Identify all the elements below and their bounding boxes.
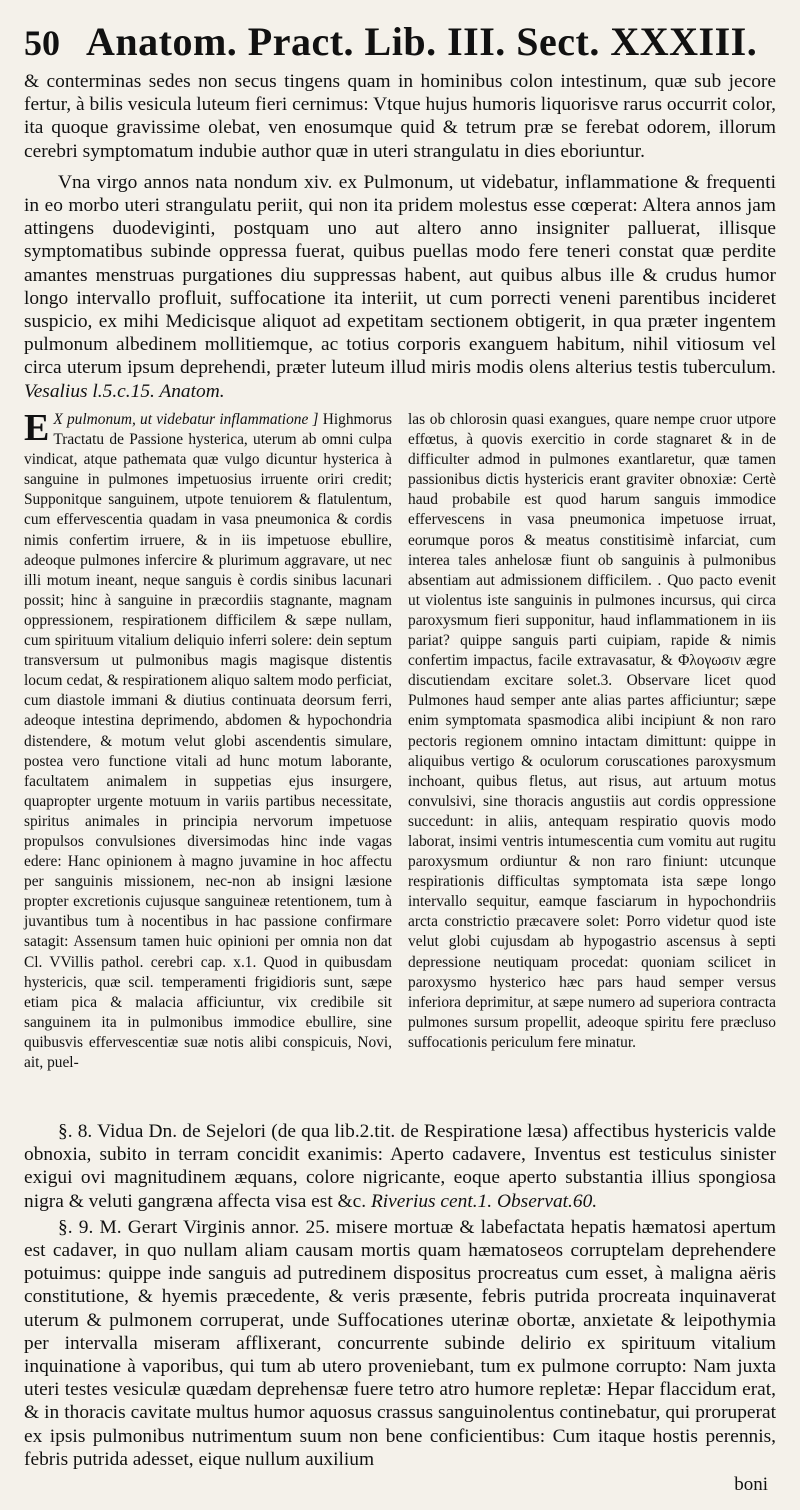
section-8 xyxy=(24,1120,776,1213)
main-text xyxy=(24,70,776,402)
commentary-right-text: las ob chlorosin quasi exangues, quare nempe cruor utpore effœtus, à quovis exercitio in corde stagnaret & in de difficulter admod in pulmones exantlaretur, quæ tamen passionibus dictis hystericis erant graviter obnoxiæ: Certè haud probabile est quod harum sanguis immodice effervescens in vasa pneumonica impetuose irruat, eorumque poros & meatus constitisimè infarciat, cum interea tales anhelosæ fiunt ob sanguinis à pulmonibus absentiam aut admissionem difficilem. . Quo pacto evenit ut violentus iste sanguinis in pulmones incursus, qui circa paroxysmum fieri supponitur, haud inflammationem in iis pariat? quippe sanguis parti cuipiam, rapide & nimis confertim impactus, facile extravasatur, & Φλογωσιν ægre discutiendam excitare solet.3. Observare licet quod Pulmones haud semper ante alias partes afficiuntur; sæpe enim symptomata spasmodica alibi incipiunt & non raro pectoris regionem omnino intactam dimittunt: quippe in aliquibus vertigo & oculorum coruscationes paroxysmum inchoant, quibus fletus, aut risus, aut artuum motus convulsivi, sine thoracis angustiis aut cordis oppressione succedunt: in aliis, antequam respiratio quovis modo laborat, insimi ventris intumescentia cum vomitu aut rugitu paroxysmum ordiuntur & non raro finiunt: utcunque respirationis difficultas symptomata ista sæpe longo intervallo sequitur, eamque fasciarum in hypochondriis arcta constrictio præcavere solet: Porro videtur quod iste velut globi cujusdam ab hypogastrio ascensus à septi depressione neutiquam procedat: quoniam scilicet in paroxysmo hysterico hæc pars haud semper versus inferiora deprimitur, at sæpe numero ad superiora contracta pulmones sursum propellit, adeoque spiritu fere præcluso suffocationis periculum fere minatur. xyxy=(408,411,776,1051)
commentary-left-column xyxy=(24,407,392,1110)
commentary-note xyxy=(24,407,776,1110)
section-8-text: §. 8. Vidua Dn. de Sejelori (de qua lib.2.tit. de Respiratione læsa) affectibus hystericis valde obnoxia, subito in terram concidit exanimis: Aperto cadavere, Inventus est testiculus sinister exigui ovi magnitudinem æquans, colore nigricante, eoque aperto substantia illius spongiosa nigra & veluti gangræna affecta visa est &c. xyxy=(24,1121,776,1212)
intro-paragraph-2 xyxy=(24,171,776,403)
citation-vesalius: Vesalius l.5.c.15. Anatom. xyxy=(24,380,225,402)
section-9: §. 9. M. Gerart Virginis annor. 25. misere mortuæ & labefactata hepatis hæmatosi apertum est cadaver, in quo nullam aliam causam mortis quam hæmatoseos corruptelam deprehendere potuimus: quippe inde sanguis ad putredinem dispositus procreatus cum esset, à maligna aëris constitutione, & hyemis præcedente, & veris præsente, febris putrida procreata inquinaverat uterum & pulmonem corruperat, unde Suffocationes uterinæ obortæ, anxietate & leipothymia per intervalla miseram afflixerant, concurrente subinde delirio ex spirituum vitalium inquinatione à vaporibus, qui tum ab utero proveniebant, tum ex pulmone corrupto: Nam juxta uteri testes vesiculæ quædam deprehensæ fuere tetro atro humore repletæ: Hepar flaccidum erat, & in thoracis cavitate multus humor aquosus crassus sanguinolentus continebatur, qui proruperat ex ipsis pulmonibus nutrimentum suum non bene conficientibus: Cum itaque hostis perennis, febris putrida adesset, eique nullum auxilium xyxy=(24,1216,776,1470)
commentary-right-column xyxy=(408,410,776,1110)
intro-paragraph-2-text: Vna virgo annos nata nondum xiv. ex Pulmonum, ut videbatur, inflammatione & frequenti in eo morbo uteri strangulatu periit, qui non ita pridem molestus esse cœperat: Altera annos jam attingens duodeviginti, postquam uno aut altero anno insigniter palluerat, illisque symptomatibus subinde oppressa fuerat, quibus puellas modo fere teneri constat quæ perdite amantes menstruas purgationes diu suppressas habent, aut quibus albus ille & crudus humor longo intervallo profluit, suffocatione ita interiit, ut cum porrecti veneni parentibus incideret suspicio, ex mihi Medicisque aliquot ad expetitam sectionem obtigerit, in qua præter ingentem pulmonum albedinem mollitiemque, ac totius corporis exanguem habitum, nihil vitiosum vel circa uterum ipsum deprehendi, præter luteum illud miris modis olens alterius testis tuberculum. xyxy=(24,171,776,379)
commentary-lemma: X pulmonum, ut videbatur inflammatione ] xyxy=(53,411,319,428)
page-header xyxy=(24,18,776,70)
citation-riverius: Riverius cent.1. Observat.60. xyxy=(370,1190,598,1212)
commentary-left-text: Highmorus Tractatu de Passione hysterica, uterum ab omni culpa vindicat, atque pathemata quæ vulgo dicuntur hysterica à sanguine in pulmones impetuosius irruente oriri credit; Supponitque sanguinem, utpote tenuiorem & flatulentum, cum effervescentia quadam in vasa pneumonica & cordis nimis confertim irruere, & in iis impetuose ebullire, adeoque pulmones infercire & plurimum aggravare, ut nec illi motum ineant, neque sanguis è cordis sinibus lacunari possit; hinc à sanguine in præcordiis stagnante, magnam oppressionem, respirationem difficilem & sæpe nullam, cum spirituum vitalium deliquio inferri solere: dein septum transversum ut pulmonibus magis magisque distentis locum cedat, & respirationem aliquo saltem modo perficiat, cum diastole immani & diutius continuata deorsum ferri, adeoque intestina deprimendo, abdomen & hypochondria distendere, & motum velut globi ascendentis simulare, postea vero functione vitali ad hunc motum laborante, facultatem animalem in suppetias ejus insurgere, quapropter urgente motuum in variis partibus necessitate, spiritus animales in principia nervorum impetuose propulsos convulsiones diversimodas hinc inde vagas edere: Hanc opinionem à magno juvamine in hoc affectu per sanguinis missionem, nec-non ab insigni læsione propter excretionis cujusque sanguineæ retentionem, tum à juvantibus tum à nocentibus in hac passione confirmare satagit: Assensum tamen huic opinioni per omnia non dat Cl. VVillis pathol. cerebri cap. x.1. Quod in quibusdam hystericis, quæ scil. temperamenti frigidioris sunt, sæpe etiam pica & malacia afficiuntur, vix credibile sit sanguinem ita in pulmonibus immodice ebullire, sine quibusvis effervescentiæ suæ notis alibi conspicuis, Novi, ait, puel- xyxy=(24,411,392,1071)
running-title: Anatom. Pract. Lib. III. Sect. XXXIII. xyxy=(86,19,758,64)
sections xyxy=(24,1120,776,1496)
intro-paragraph-1: & conterminas sedes non secus tingens quam in hominibus colon intestinum, quæ sub jecore fertur, à bilis vesicula luteum fieri cernimus: Vtque hujus humoris liquorisve rarus occurrit color, ita quoque gravissime olebat, ven enosumque quid & tetrum præ se ferebat odorem, illorum cerebri symptomatum indubie author quæ in uteri strangulatu in dies eboriuntur. xyxy=(24,71,776,162)
drop-capital: E xyxy=(24,407,50,449)
catchword: boni xyxy=(734,1474,768,1496)
page-number: 50 xyxy=(24,23,60,63)
